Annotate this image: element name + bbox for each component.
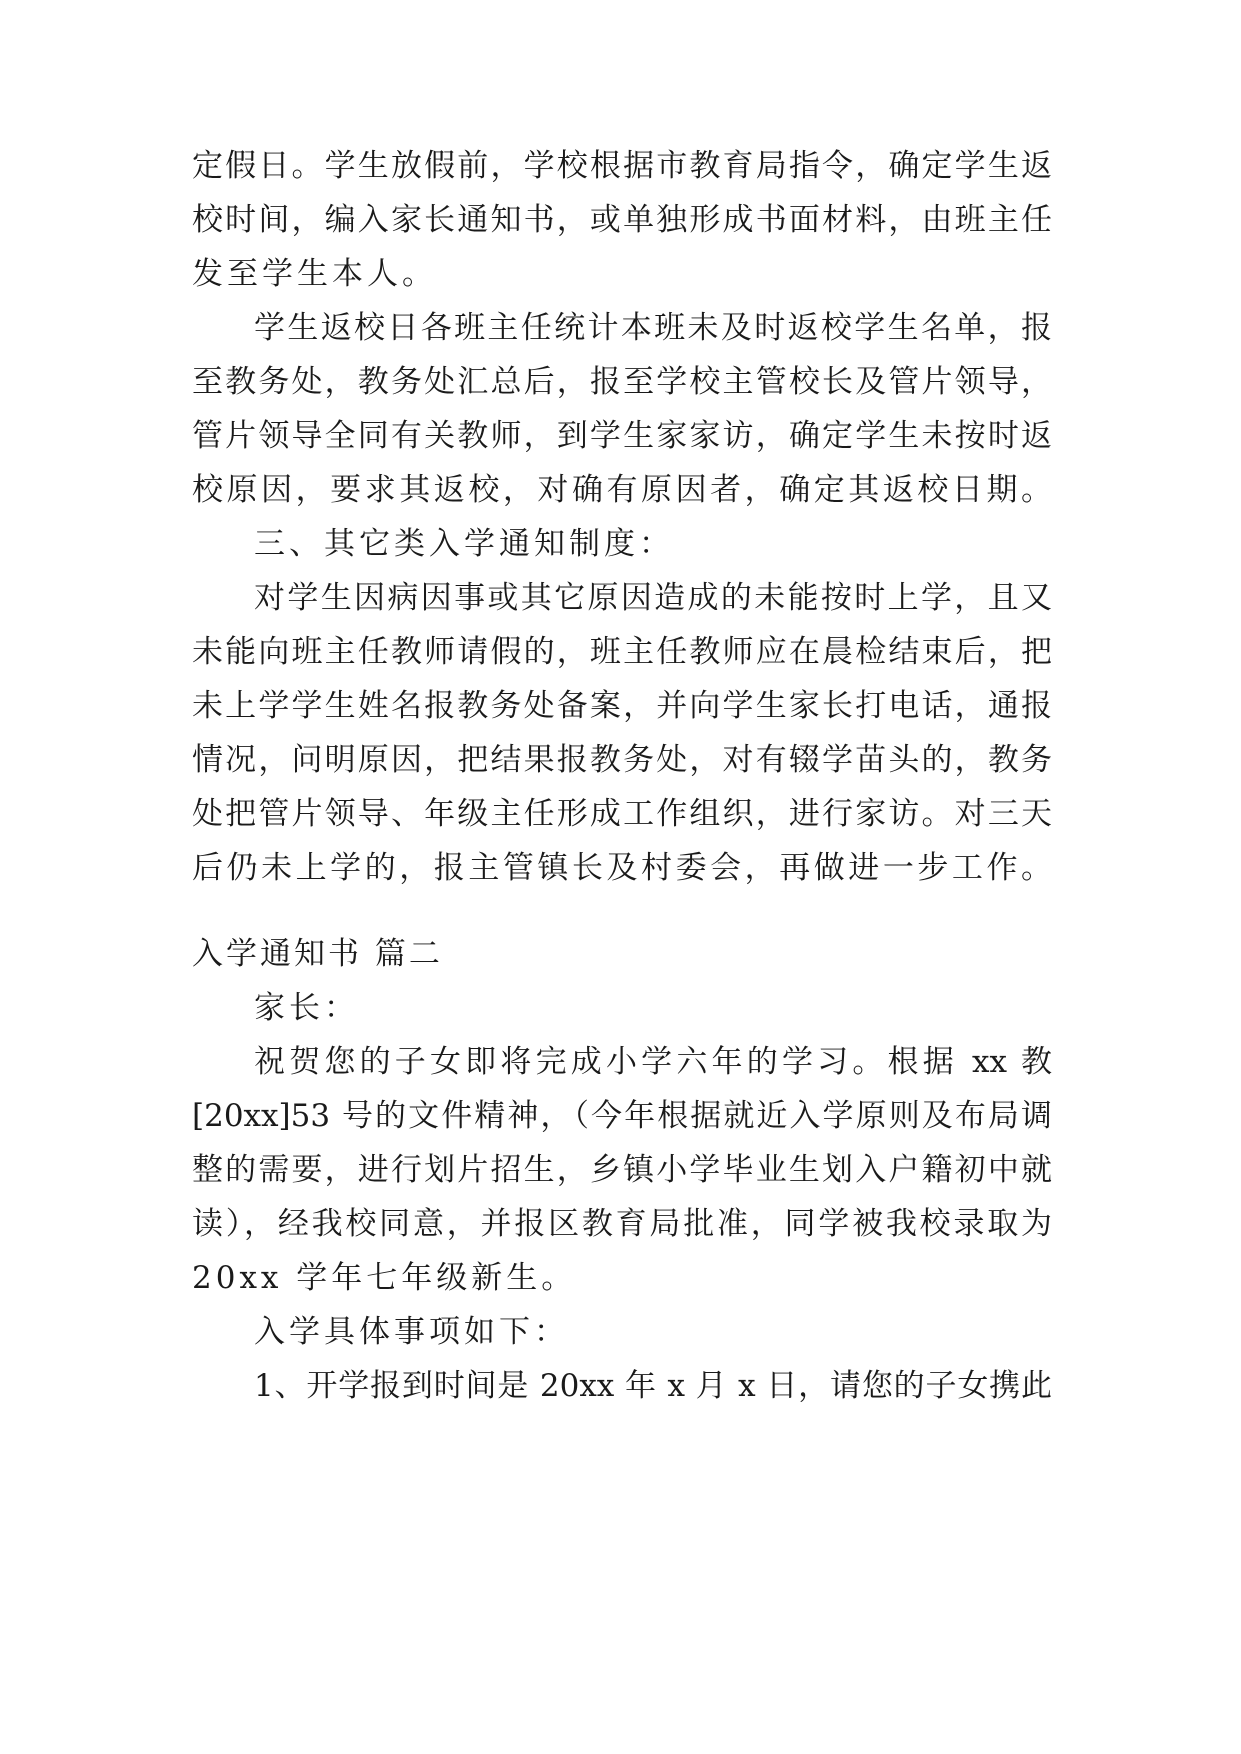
list-intro: 入学具体事项如下： <box>254 1314 569 1350</box>
text-line: 后仍未上学的，报主管镇长及村委会，再做进一步工作。 <box>192 850 1052 886</box>
text-line: 发至学生本人。 <box>192 256 437 292</box>
document-title: 入学通知书 篇二 <box>192 936 443 972</box>
list-item: 1、开学报到时间是 20xx 年 x 月 x 日，请您的子女携此 <box>254 1368 1052 1404</box>
paragraph-first-line: 对学生因病因事或其它原因造成的未能按时上学，且又 <box>254 580 1052 616</box>
text-line: 至教务处，教务处汇总后，报至学校主管校长及管片领导， <box>192 364 1052 400</box>
text-line: 处把管片领导、年级主任形成工作组织，进行家访。对三天 <box>192 796 1052 832</box>
text-line: 管片领导全同有关教师，到学生家家访，确定学生未按时返 <box>192 418 1052 454</box>
text-line: 情况，问明原因，把结果报教务处，对有辍学苗头的，教务 <box>192 742 1052 778</box>
text-line: 定假日。学生放假前，学校根据市教育局指令，确定学生返 <box>192 148 1052 184</box>
text-line: 未能向班主任教师请假的，班主任教师应在晨检结束后，把 <box>192 634 1052 670</box>
section-heading: 三、其它类入学通知制度： <box>254 526 674 562</box>
salutation: 家长： <box>254 990 359 1026</box>
text-line: 校时间，编入家长通知书，或单独形成书面材料，由班主任 <box>192 202 1052 238</box>
text-line: 整的需要，进行划片招生，乡镇小学毕业生划入户籍初中就 <box>192 1152 1052 1188</box>
paragraph-first-line: 学生返校日各班主任统计本班未及时返校学生名单，报 <box>254 310 1052 346</box>
text-line: 读），经我校同意，并报区教育局批准，同学被我校录取为 <box>192 1206 1052 1242</box>
text-line: 校原因，要求其返校，对确有原因者，确定其返校日期。 <box>192 472 1052 508</box>
text-line: 20xx 学年七年级新生。 <box>192 1260 577 1296</box>
text-line: [20xx]53 号的文件精神，（今年根据就近入学原则及布局调 <box>192 1098 1052 1134</box>
text-line: 未上学学生姓名报教务处备案，并向学生家长打电话，通报 <box>192 688 1052 724</box>
paragraph-first-line: 祝贺您的子女即将完成小学六年的学习。根据 xx 教 <box>254 1044 1052 1080</box>
